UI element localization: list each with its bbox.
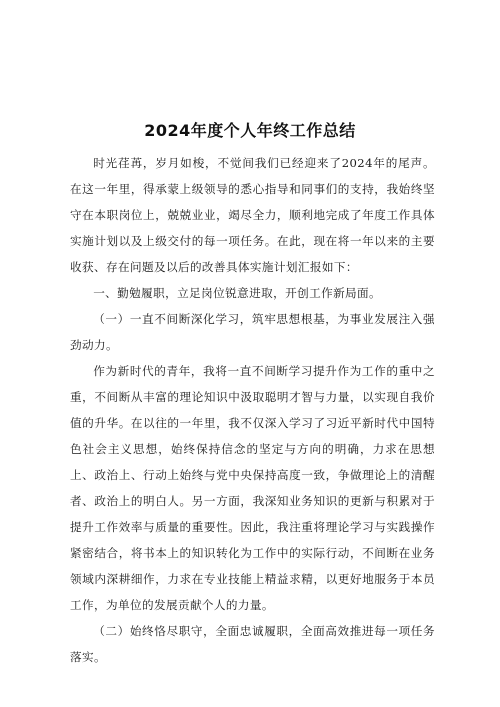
intro-paragraph: 时光荏苒，岁月如梭，不觉间我们已经迎来了2024年的尾声。在这一年里，得承蒙上级领导的悉心指导和同事们的支持，我始终坚守在本职岗位上，兢兢业业，竭尽全力，顺利地完成了年度工作具体实施计划以及上级交付的每一项任务。在此，现在将一年以来的主要收获、存在问题及以后的改善具体实施计划汇报如下：: [70, 156, 435, 274]
subsection-heading-2: （二）始终恪尽职守，全面忠诚履职，全面高效推进每一项任务落实。: [70, 624, 435, 664]
document-body: [70, 150, 435, 670]
body-paragraph: 作为新时代的青年，我将一直不间断学习提升作为工作的重中之重，不间断从丰富的理论知识中汲取聪明才智与力量，以实现自我价值的升华。在以往的一年里，我不仅深入学习了习近平新时代中国特色社会主义思想，始终保持信念的坚定与方向的明确，力求在思想上、政治上、行动上始终与党中央保持高度一致，争做理论上的清醒者、政治上的明白人。另一方面，我深知业务知识的更新与积累对于提升工作效率与质量的重要性。因此，我注重将理论学习与实践操作紧密结合，将书本上的知识转化为工作中的实际行动，不间断在业务领域内深耕细作，力求在专业技能上精益求精，以更好地服务于本员工作，为单位的发展贡献个人的力量。: [70, 364, 435, 612]
section-heading-1: 一、勤勉履职，立足岗位锐意进取，开创工作新局面。: [93, 286, 382, 300]
document-title: 2024年度个人年终工作总结: [144, 121, 356, 140]
subsection-heading-1: （一）一直不间断深化学习，筑牢思想根基，为事业发展注入强劲动力。: [70, 312, 435, 352]
